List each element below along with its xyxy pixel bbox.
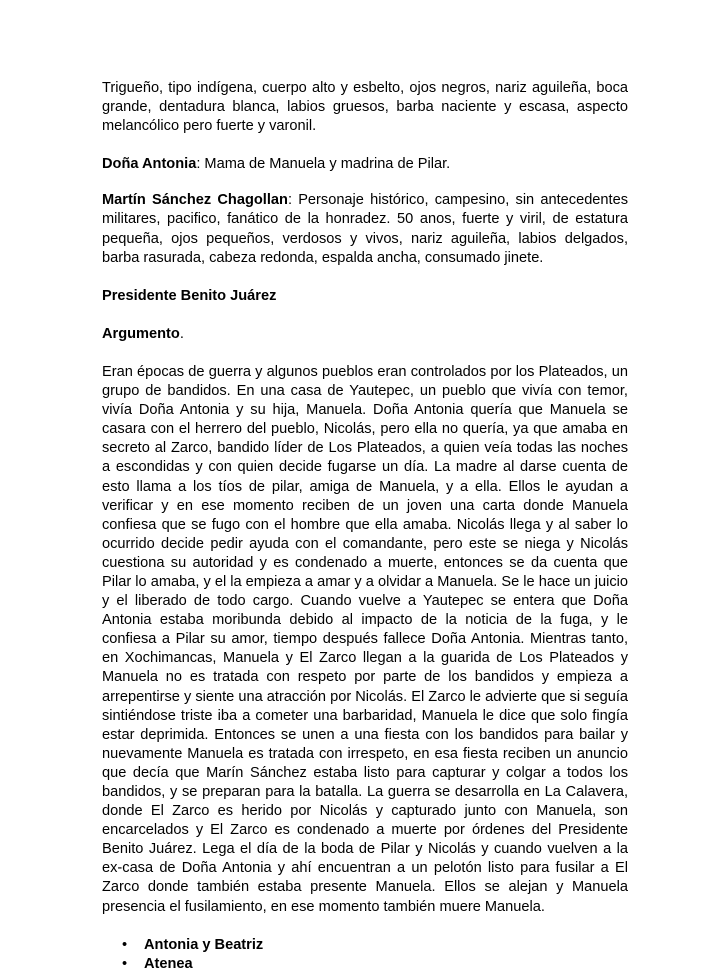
bullet-label: Antonia y Beatriz [144, 936, 264, 953]
character-juarez-heading: Presidente Benito Juárez [102, 287, 277, 304]
bullet-icon: • [122, 936, 128, 953]
bullet-icon: • [122, 955, 128, 972]
argument-heading [102, 325, 628, 344]
bullet-item-antonia-y-beatriz [102, 936, 628, 955]
character-antonia [102, 155, 628, 174]
character-name: Doña Antonia [102, 156, 197, 173]
argument-body: Eran épocas de guerra y algunos pueblos eran controlados por los Plateados, un grupo de bandidos. En una casa de Yautepec, un pueblo que vivía con temor, vivía Doña Antonia y su hija, Manuela. Doña Antonia quería que Manuela se casara con el herrero del pueblo, Nicolás, pero ella no quería, ya que amaba en secreto al Zarco, bandido líder de Los Plateados, a quien veía todas las noches a escondidas y con quien decide fugarse un día. La madre al darse cuenta de esto llama a los tíos de pilar, amiga de Manuela, y a ella. Ellos le ayudan a verificar y en ese momento reciben de un joven una carta donde Manuela confiesa que se fugo con el hombre que ella amaba. Nicolás llega y al saber lo ocurrido decide pedir ayuda con el comandante, pero este se niega y Nicolás cuestiona su autoridad y es condenado a muerte, entonces se da cuenta que Pilar lo amaba, y el la empieza a amar y a olvidar a Manuela. Se le hace un juicio y el liberado de todo cargo. Cuando vuelve a Yautepec se entera que Doña Antonia estaba moribunda debido al impacto de la noticia de la fuga, y le confiesa a Pilar su amor, tiempo después fallece Doña Antonia. Mientras tanto, en Xochimancas, Manuela y El Zarco llegan a la guarida de Los Plateados y Manuela no es tratada con respeto por parte de los bandidos y empieza a arrepentirse y siente una atracción por Nicolás. El Zarco le advierte que si seguía sintiéndose triste iba a cometer una barbaridad, Manuela le dice que solo fingía estar deprimida. Entonces se unen a una fiesta con los bandidos para bailar y nuevamente Manuela es tratada con irrespeto, en esa fiesta reciben un anuncio que decía que Marín Sánchez estaba listo para capturar y colgar a todos los bandidos, y se preparan para la batalla. La guerra se desarrolla en La Calavera, donde El Zarco es herido por Nicolás y capturado junto con Manuela, son encarcelados y El Zarco es condenado a muerte por órdenes del Presidente Benito Juárez. Lega el día de la boda de Pilar y Nicolás y cuando vuelven a la ex-casa de Doña Antonia y ahí encuentran a un pelotón listo para fusilar a El Zarco donde también estaba presente Manuela. Ellos se alejan y Manuela presencia el fusilamiento, en ese momento también muere Manuela. [102, 363, 628, 915]
argument-heading-suffix: . [179, 325, 184, 342]
intro-paragraph: Trigueño, tipo indígena, cuerpo alto y esbelto, ojos negros, nariz aguileña, boca grande, dentadura blanca, labios gruesos, barba naciente y escasa, aspecto melancólico pero fuerte y varonil. [102, 80, 628, 135]
character-description: : Mama de Manuela y madrina de Pilar. [196, 156, 451, 173]
argument-heading-label: Argumento [102, 325, 180, 342]
character-name: Martín Sánchez Chagollan [102, 192, 288, 209]
character-description: : Personaje histórico, campesino, sin antecedentes militares, pacifico, fanático de la honradez. 50 anos, fuerte y viril, de estatura pequeña, ojos pequeños, verdosos y vivos, nariz aguileña, labios delgados, barba rasurada, cabeza redonda, espalda ancha, consumado jinete. [102, 192, 629, 266]
bullet-item-atenea [102, 955, 628, 974]
bullet-label: Atenea [144, 955, 193, 972]
document-page [102, 79, 628, 974]
character-martin [102, 191, 628, 267]
bullet-list [102, 936, 628, 974]
